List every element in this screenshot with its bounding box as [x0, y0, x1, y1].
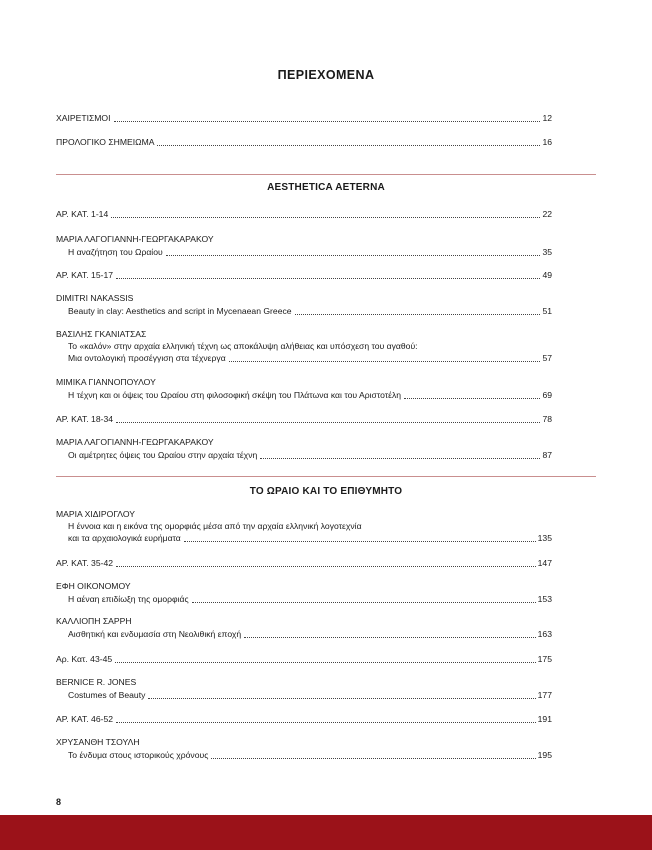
toc-entry-page: 22 [542, 209, 552, 219]
toc-entry[interactable] [56, 134, 552, 148]
footer-band [0, 815, 652, 850]
leader-dots [116, 278, 540, 279]
toc-entry[interactable] [68, 350, 552, 364]
leader-dots [116, 422, 540, 423]
toc-author: ΜΑΡΙΑ ΛΑΓΟΓΙΑΝΝΗ-ΓΕΩΡΓΑΚΑΡΑΚΟΥ [56, 234, 214, 244]
toc-entry-page: 175 [537, 654, 552, 664]
toc-entry[interactable] [68, 687, 552, 701]
toc-author: ΚΑΛΛΙΟΠΗ ΣΑΡΡΗ [56, 616, 132, 626]
page-number: 8 [56, 797, 62, 807]
toc-entry-title: ΑΡ. ΚΑΤ. 15-17 [56, 270, 114, 280]
toc-author: BERNICE R. JONES [56, 677, 137, 687]
toc-entry[interactable] [56, 555, 552, 569]
toc-entry-page: 191 [537, 714, 552, 724]
toc-entry[interactable] [56, 711, 552, 725]
toc-entry-page: 177 [537, 690, 552, 700]
toc-entry-title: ΠΡΟΛΟΓΙΚΟ ΣΗΜΕΙΩΜΑ [56, 137, 155, 147]
leader-dots [111, 217, 540, 218]
toc-author: DIMITRI NAKASSIS [56, 293, 134, 303]
toc-entry-page: 87 [542, 450, 552, 460]
toc-entry-title: Η αέναη επιδίωξη της ομορφιάς [68, 594, 189, 604]
leader-dots [184, 541, 536, 542]
toc-entry-page: 195 [537, 750, 552, 760]
toc-entry-title: Αισθητική και ενδυμασία στη Νεολιθική εποχή [68, 629, 242, 639]
toc-entry-title: ΑΡ. ΚΑΤ. 18-34 [56, 414, 114, 424]
toc-entry[interactable] [68, 747, 552, 761]
toc-entry-page: 78 [542, 414, 552, 424]
toc-author: ΜΑΡΙΑ ΧΙΔΙΡΟΓΛΟΥ [56, 509, 135, 519]
toc-entry-page: 35 [542, 247, 552, 257]
toc-author: ΕΦΗ ΟΙΚΟΝΟΜΟΥ [56, 581, 131, 591]
toc-entry-title: Μια οντολογική προσέγγιση στα τέχνεργα [68, 353, 226, 363]
leader-dots [116, 722, 536, 723]
toc-entry-page: 51 [542, 306, 552, 316]
leader-dots [114, 121, 541, 122]
toc-entry-title: Αρ. Κατ. 43-45 [56, 654, 113, 664]
toc-entry-title: και τα αρχαιολογικά ευρήματα [68, 533, 181, 543]
section-divider [56, 476, 596, 477]
section-divider [56, 174, 596, 175]
leader-dots [166, 255, 541, 256]
toc-entry[interactable] [56, 651, 552, 665]
toc-entry-title: ΑΡ. ΚΑΤ. 35-42 [56, 558, 114, 568]
toc-entry-title-line[interactable]: Το «καλόν» στην αρχαία ελληνική τέχνη ως αποκάλυψη αλήθειας και υπόσχεση του αγαθού: [68, 341, 418, 351]
toc-entry-title: Το ένδυμα στους ιστορικούς χρόνους [68, 750, 209, 760]
leader-dots [260, 458, 540, 459]
section-title: AESTHETICA AETERNA [267, 182, 385, 193]
toc-entry-title-line[interactable]: Η έννοια και η εικόνα της ομορφιάς μέσα από την αρχαία ελληνική λογοτεχνία [68, 521, 362, 531]
leader-dots [244, 637, 535, 638]
toc-entry[interactable] [68, 244, 552, 258]
section-title: ΤΟ ΩΡΑΙΟ ΚΑΙ ΤΟ ΕΠΙΘΥΜΗΤΟ [249, 486, 403, 497]
leader-dots [295, 314, 541, 315]
leader-dots [192, 602, 536, 603]
toc-entry-page: 153 [537, 594, 552, 604]
toc-author: ΜΑΡΙΑ ΛΑΓΟΓΙΑΝΝΗ-ΓΕΩΡΓΑΚΑΡΑΚΟΥ [56, 437, 214, 447]
leader-dots [211, 758, 535, 759]
toc-entry-page: 57 [542, 353, 552, 363]
leader-dots [229, 361, 541, 362]
toc-entry[interactable] [56, 411, 552, 425]
leader-dots [157, 145, 540, 146]
toc-entry-title: ΑΡ. ΚΑΤ. 1-14 [56, 209, 109, 219]
toc-entry[interactable] [68, 387, 552, 401]
toc-entry[interactable] [68, 447, 552, 461]
toc-author: ΜΙΜΙΚΑ ΓΙΑΝΝΟΠΟΥΛΟΥ [56, 377, 156, 387]
toc-entry-title: ΧΑΙΡΕΤΙΣΜΟΙ [56, 113, 111, 123]
leader-dots [404, 398, 540, 399]
leader-dots [115, 662, 536, 663]
toc-entry-page: 163 [537, 629, 552, 639]
toc-entry-page: 135 [537, 533, 552, 543]
toc-entry-page: 69 [542, 390, 552, 400]
toc-entry-page: 147 [537, 558, 552, 568]
toc-entry-title: Η αναζήτηση του Ωραίου [68, 247, 163, 257]
toc-entry-title: Οι αμέτρητες όψεις του Ωραίου στην αρχαία τέχνη [68, 450, 258, 460]
toc-entry[interactable] [56, 110, 552, 124]
toc-entry-page: 16 [542, 137, 552, 147]
toc-entry-title: ΑΡ. ΚΑΤ. 46-52 [56, 714, 114, 724]
toc-entry[interactable] [68, 626, 552, 640]
toc-entry-title: Η τέχνη και οι όψεις του Ωραίου στη φιλοσοφική σκέψη του Πλάτωνα και του Αριστοτέλη [68, 390, 402, 400]
toc-entry[interactable] [68, 303, 552, 317]
toc-entry[interactable] [68, 591, 552, 605]
toc-entry-title: Costumes of Beauty [68, 690, 146, 700]
toc-entry-title: Beauty in clay: Aesthetics and script in Mycenaean Greece [68, 306, 292, 316]
toc-entry[interactable] [68, 530, 552, 544]
page-title: ΠΕΡΙΕΧΟΜΕΝΑ [277, 68, 375, 82]
leader-dots [116, 566, 536, 567]
leader-dots [148, 698, 535, 699]
toc-entry[interactable] [56, 267, 552, 281]
toc-entry[interactable] [56, 206, 552, 220]
toc-author: ΧΡΥΣΑΝΘΗ ΤΣΟΥΛΗ [56, 737, 140, 747]
toc-author: ΒΑΣΙΛΗΣ ΓΚΑΝΙΑΤΣΑΣ [56, 329, 147, 339]
toc-entry-page: 12 [542, 113, 552, 123]
toc-entry-page: 49 [542, 270, 552, 280]
